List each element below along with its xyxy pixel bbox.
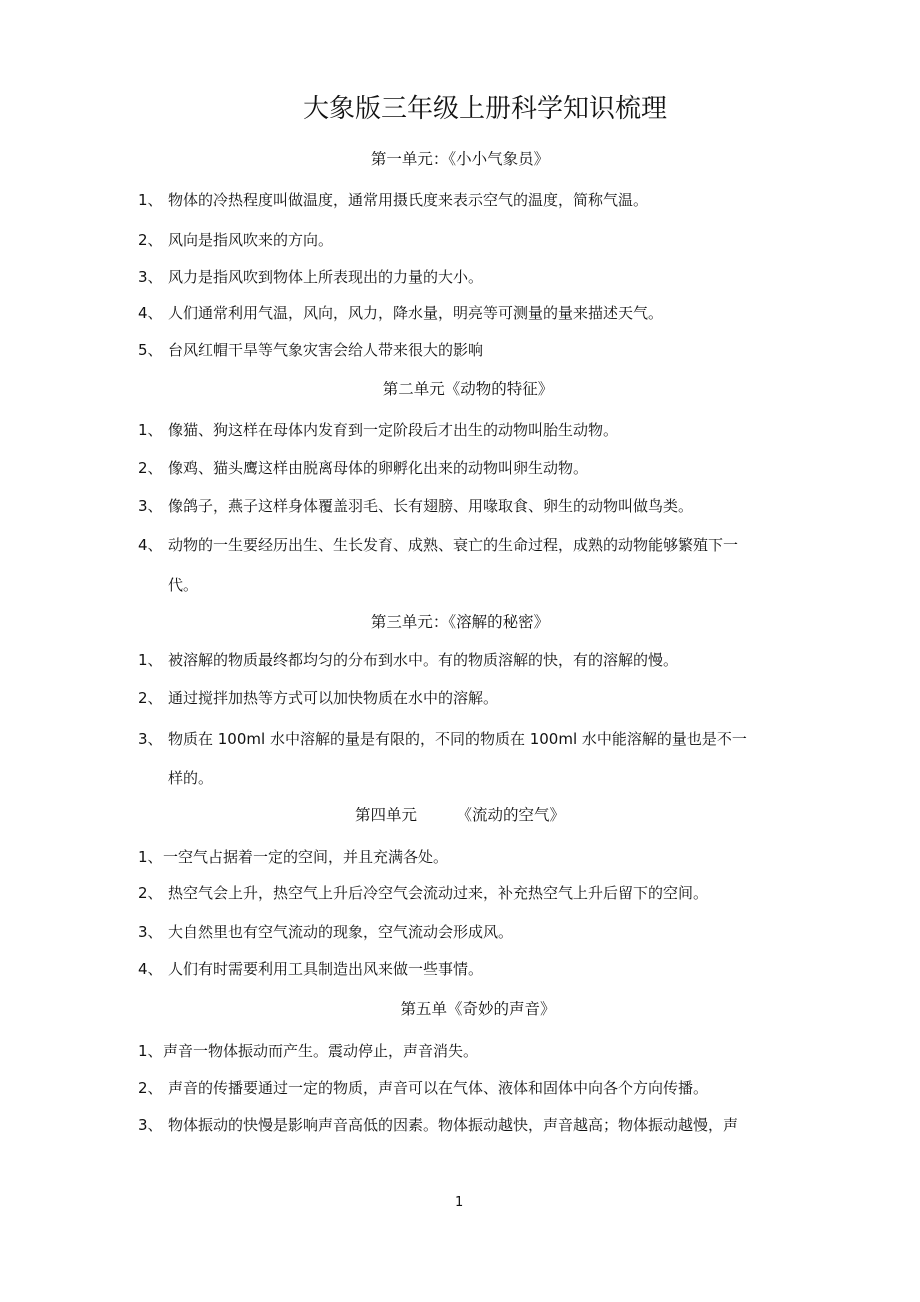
item-text: 风力是指风吹到物体上所表现出的力量的大小。 [168, 268, 484, 286]
list-item [0, 687, 920, 709]
list-item [0, 1114, 920, 1136]
unit-4-heading: 第四单元 《流动的空气》 [355, 806, 565, 824]
item-text-continuation: 样的。 [168, 769, 214, 787]
unit-3-heading: 第三单元：《溶解的秘密》 [370, 613, 550, 631]
item-text: 像鸽子，燕子这样身体覆盖羽毛、长有翅膀、用喙取食、卵生的动物叫做鸟类。 [168, 497, 694, 515]
item-number: 4、 [138, 304, 163, 322]
list-item-continuation [0, 767, 920, 789]
item-number: 3、 [138, 1116, 163, 1134]
unit-1-heading: 第一单元：《小小气象员》 [370, 150, 550, 168]
list-item [0, 1077, 920, 1099]
list-item [0, 728, 920, 750]
item-text: 声音的传播要通过一定的物质，声音可以在气体、液体和固体中向各个方向传播。 [168, 1079, 709, 1097]
list-item [0, 419, 920, 441]
unit-5-heading: 第五单《奇妙的声音》 [400, 1000, 556, 1018]
item-number: 2、 [138, 1079, 163, 1097]
item-number: 3、 [138, 923, 163, 941]
item-text: 物体的冷热程度叫做温度，通常用摄氏度来表示空气的温度，简称气温。 [168, 191, 649, 209]
item-number: 1、 [138, 651, 163, 669]
list-item [0, 846, 920, 868]
item-number: 1、 [138, 191, 163, 209]
item-text: 物质在 100ml 水中溶解的量是有限的，不同的物质在 100ml 水中能溶解的量也是不一 [168, 730, 747, 748]
list-item [0, 649, 920, 671]
item-text: 动物的一生要经历出生、生长发育、成熟、衰亡的生命过程，成熟的动物能够繁殖下一 [168, 536, 739, 554]
item-text: 声音一物体振动而产生。震动停止，声音消失。 [163, 1042, 479, 1060]
item-number: 2、 [138, 884, 163, 902]
item-number: 4、 [138, 960, 163, 978]
item-number: 1、 [138, 421, 163, 439]
item-number: 3、 [138, 497, 163, 515]
list-item [0, 266, 920, 288]
item-number: 3、 [138, 268, 163, 286]
item-text: 像猫、狗这样在母体内发育到一定阶段后才出生的动物叫胎生动物。 [168, 421, 619, 439]
item-number: 3、 [138, 730, 163, 748]
list-item [0, 229, 920, 251]
item-text: 通过搅拌加热等方式可以加快物质在水中的溶解。 [168, 689, 499, 707]
list-item [0, 189, 920, 211]
list-item [0, 882, 920, 904]
item-text: 大自然里也有空气流动的现象，空气流动会形成风。 [168, 923, 514, 941]
item-number: 2、 [138, 689, 163, 707]
item-text: 人们有时需要利用工具制造出风来做一些事情。 [168, 960, 484, 978]
list-item [0, 534, 920, 556]
item-number: 5、 [138, 341, 163, 359]
item-number: 4、 [138, 536, 163, 554]
item-number: 1、 [138, 1042, 163, 1060]
item-text: 像鸡、猫头鹰这样由脱离母体的卵孵化出来的动物叫卵生动物。 [168, 459, 589, 477]
list-item [0, 302, 920, 324]
list-item [0, 339, 920, 361]
item-text: 一空气占据着一定的空间，并且充满各处。 [163, 848, 449, 866]
item-number: 1、 [138, 848, 163, 866]
list-item [0, 958, 920, 980]
list-item [0, 495, 920, 517]
list-item-continuation [0, 574, 920, 596]
item-text: 台风红帽干旱等气象灾害会给人带来很大的影响 [168, 341, 484, 359]
item-text: 物体振动的快慢是影响声音高低的因素。物体振动越快，声音越高；物体振动越慢，声 [168, 1116, 739, 1134]
item-number: 2、 [138, 459, 163, 477]
item-text-continuation: 代。 [168, 576, 199, 594]
list-item [0, 457, 920, 479]
document-title: 大象版三年级上册科学知识梳理 [302, 94, 667, 124]
item-text: 被溶解的物质最终都均匀的分布到水中。有的物质溶解的快，有的溶解的慢。 [168, 651, 679, 669]
page-number: 1 [455, 1195, 464, 1210]
item-text: 风向是指风吹来的方向。 [168, 231, 334, 249]
list-item [0, 921, 920, 943]
item-number: 2、 [138, 231, 163, 249]
list-item [0, 1040, 920, 1062]
item-text: 热空气会上升，热空气上升后冷空气会流动过来，补充热空气上升后留下的空间。 [168, 884, 709, 902]
unit-2-heading: 第二单元《动物的特征》 [382, 380, 554, 398]
item-text: 人们通常利用气温，风向，风力，降水量，明亮等可测量的量来描述天气。 [168, 304, 664, 322]
